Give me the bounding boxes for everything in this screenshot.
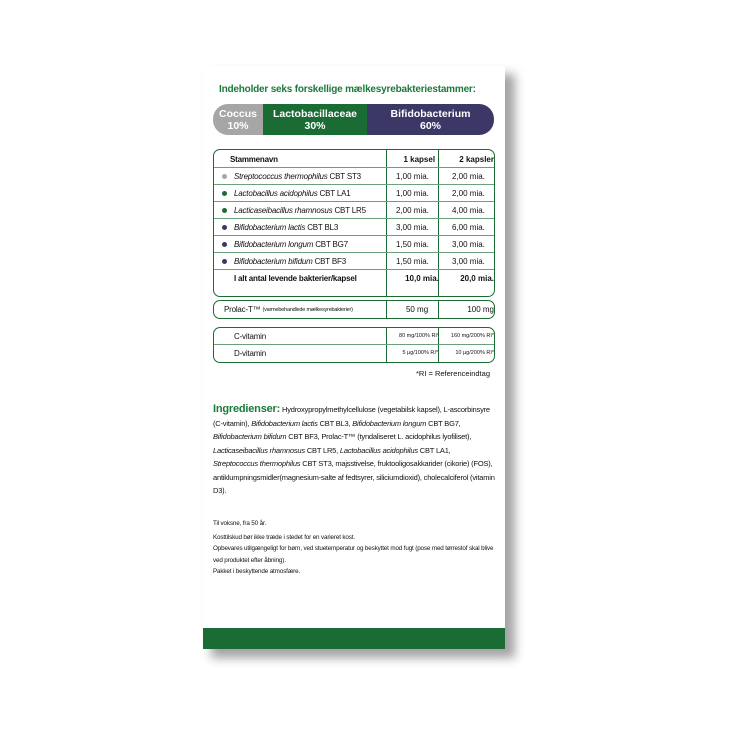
vitamin-name: C-vitamin [234,331,266,341]
prolac-box [213,300,495,319]
strain-code: CBT ST3 [329,171,361,181]
composition-bifidobacterium [367,104,494,135]
total-label: I alt antal levende bakterier/kapsel [234,273,357,283]
ingredients-species: Streptococcus thermophilus [213,459,301,468]
strain-value-1: 1,50 mia. [396,239,429,249]
strain-value-2: 6,00 mia. [452,222,485,232]
composition-lactobacillaceae [263,104,367,135]
strain-species: Bifidobacterium lactis [234,222,306,232]
lactobacillaceae-percent: 30% [304,119,326,132]
strain-dot-icon [222,191,227,196]
bifidobacterium-percent: 60% [419,119,441,132]
note-supplement: Kosttilskud bør ikke træde i stedet for en varieret kost. [213,534,355,542]
strain-value-1: 1,00 mia. [396,188,429,198]
strain-value-2: 2,00 mia. [452,188,485,198]
strain-value-1: 1,00 mia. [396,171,429,181]
ingredients-species: Lacticaseibacillus rhamnosus [213,445,305,455]
coccus-name: Coccus [219,107,257,120]
vitamin-row [214,345,494,361]
vitamin-box [213,327,495,363]
ingredients-title: Ingredienser: [213,403,281,415]
vitamin-value-1: 5 µg/100% RI* [402,350,439,356]
footer-band [203,628,505,649]
ingredients-text: CBT BF3, Prolac-T™ (tyndaliseret L. acidophilus lyofiliset), [286,432,472,441]
supplement-label [203,66,505,649]
strain-value-2: 2,00 mia. [452,171,485,181]
strain-value-1: 3,00 mia. [396,222,429,232]
strain-value-1: 1,50 mia. [396,256,429,266]
vitamin-row [214,328,494,344]
table-total-row [214,270,494,286]
ingredients-species: Bifidobacterium longum [352,418,427,428]
table-row [214,236,494,252]
prolac-row [214,301,494,318]
total-value-1: 10,0 mia. [405,273,439,283]
ingredients-text: CBT BG7, [426,418,461,428]
strain-dot-icon [222,208,227,213]
header-two-capsules: 2 kapsler [459,154,494,164]
composition-bar [213,104,494,135]
prolac-name: Prolac-T™ [224,305,261,314]
coccus-percent: 10% [227,119,249,132]
ingredients-text: CBT LR5, [304,445,340,455]
table-row [214,219,494,235]
strain-species: Lactobacillus acidophilus [234,188,318,198]
note-packaging: Pakket i beskyttende atmosfære. [213,567,301,575]
ri-footnote: *RI = Referenceindtag [415,369,490,378]
ingredients-text: Hydroxypropylmethylcellulose (vegetabilsk kapsel), L-ascorbinsyre (C-vitamin), [213,405,490,428]
usage-notes [213,518,498,577]
table-row [214,253,494,269]
strain-code: CBT BG7 [315,239,348,249]
strain-value-2: 4,00 mia. [452,205,485,215]
strain-code: CBT BF3 [314,256,346,266]
strain-species: Bifidobacterium bifidum [234,256,313,266]
strain-dot-icon [222,259,227,264]
ingredients-text: CBT ST3, majsstivelse, fruktooligosakkarider (cikorie) (FOS), antiklumpningsmidler(magnesium-salte af fedtsyrer, siliciumdioxid), cholecalciferol (vitamin D3). [213,459,495,495]
ingredients-paragraph [213,403,495,498]
table-header-row [214,151,494,167]
ingredients-species: Bifidobacterium bifidum [213,432,287,441]
strain-value-1: 2,00 mia. [396,205,429,215]
header-strain-name: Stammenavn [230,154,278,164]
strains-heading: Indeholder seks forskellige mælkesyrebakteriestammer: [219,84,476,95]
table-row [214,185,494,201]
ingredients-species: Bifidobacterium lactis [251,418,318,428]
vitamin-value-2: 160 mg/200% RI* [450,333,494,339]
strain-code: CBT LA1 [319,188,351,198]
strain-code: CBT LR5 [334,205,366,215]
prolac-value-1: 50 mg [405,305,429,314]
header-one-capsule: 1 kapsel [403,154,436,164]
table-row [214,202,494,218]
vitamin-name: D-vitamin [234,348,266,358]
vitamin-value-1: 80 mg/100% RI* [399,333,440,339]
strain-species: Lacticaseibacillus rhamnosus [234,205,333,215]
total-value-2: 20,0 mia. [460,273,494,283]
prolac-note: (varmebehandlede mælkesyrebakterier) [262,306,353,313]
ingredients-text: CBT LA1, [417,445,451,455]
composition-coccus [213,104,263,135]
strain-dot-icon [222,225,227,230]
strain-dot-icon [222,174,227,179]
note-age: Til voksne, fra 50 år. [213,520,267,527]
strain-dot-icon [222,242,227,247]
strain-value-2: 3,00 mia. [452,239,485,249]
note-storage: Opbevares utilgængeligt for børn, ved stuetemperatur og beskyttet mod fugt (pose med tørrestof skal blive ved produktet efter åbning). [213,545,494,564]
strain-species: Bifidobacterium longum [234,239,314,249]
prolac-value-2: 100 mg [467,305,494,314]
ingredients-species: Lactobacillus acidophilus [339,445,418,455]
bifidobacterium-name: Bifidobacterium [390,107,471,120]
lactobacillaceae-name: Lactobacillaceae [272,107,358,120]
ingredients-text: CBT BL3, [317,418,353,428]
strain-value-2: 3,00 mia. [452,256,485,266]
table-row [214,168,494,184]
strain-code: CBT BL3 [307,222,339,232]
strain-species: Streptococcus thermophilus [234,171,328,181]
vitamin-value-2: 10 µg/200% RI* [455,350,494,356]
strain-table [213,149,495,297]
